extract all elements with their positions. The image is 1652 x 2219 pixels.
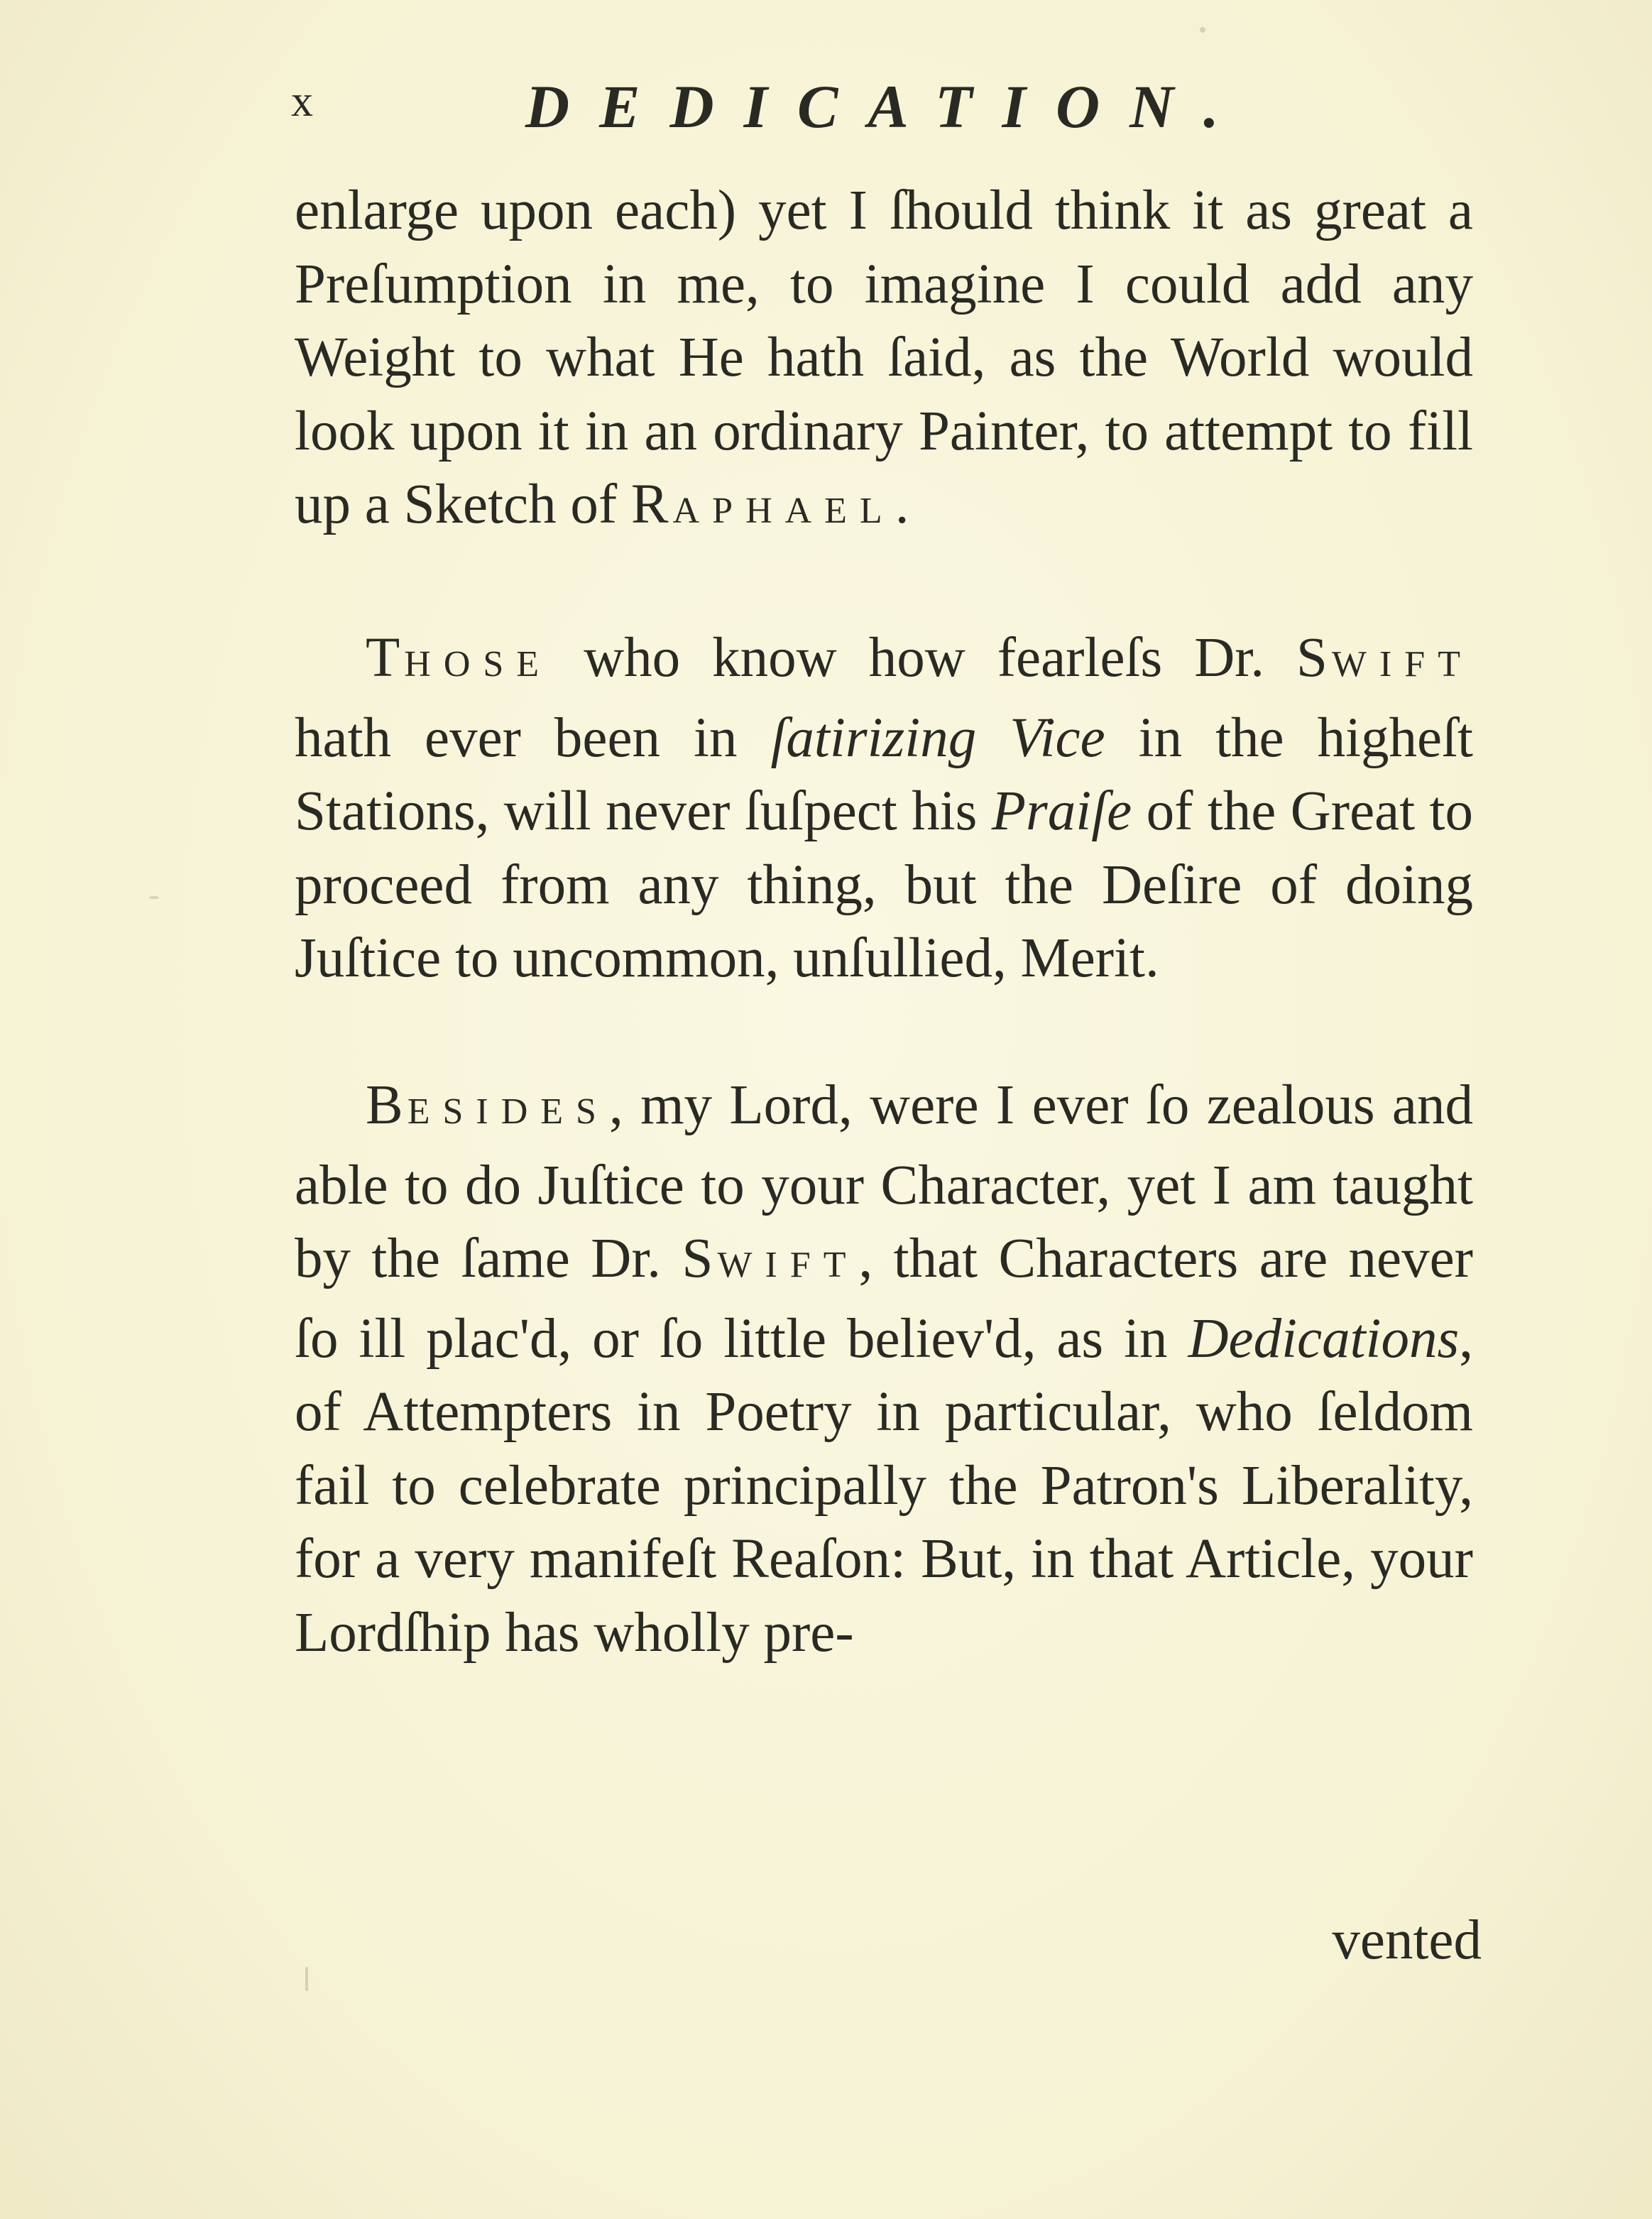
body-text <box>295 174 1473 1669</box>
text-run: , that Characters are never ſo ill plac'd, or ſo little believ'd, as in <box>295 1228 1473 1370</box>
text-run: in the higheſt Stations, will never ſuſpect his <box>295 707 1474 842</box>
small-caps-text: WIFT <box>1331 644 1473 685</box>
paragraph <box>295 174 1473 548</box>
text-run: , of Attempters in Poetry in particular, who ſeldom fail to celebrate principally the Patron's Liberality, for a very manifeſt Reaſon: But, in that Article, your Lordſhip has wholly pre- <box>295 1307 1473 1664</box>
running-title: DEDICATION. <box>525 72 1249 141</box>
text-run: , my Lord, were I ever ſo zealous and able to do Juſtice to your Character, yet I am taught by the ſame Dr. <box>295 1074 1473 1290</box>
small-caps-initial: B <box>366 1074 407 1136</box>
running-head <box>291 71 1470 149</box>
text-run: of the Great to proceed from any thing, but the Deſire of doing Juſtice to uncommon, unſullied, Merit. <box>295 780 1473 989</box>
paper-speck <box>149 896 159 899</box>
small-caps-initial: R <box>630 474 673 535</box>
small-caps-initial: S <box>682 1228 718 1290</box>
italic-text: Dedications <box>1188 1307 1460 1370</box>
small-caps-initial: T <box>366 627 405 689</box>
small-caps-text: APHAEL <box>672 491 895 531</box>
small-caps-text: WIFT <box>717 1245 859 1285</box>
paper-speck <box>1200 27 1205 33</box>
small-caps-text: HOSE <box>404 644 552 685</box>
paragraph <box>295 621 1473 996</box>
catchword: vented <box>1332 1909 1482 1971</box>
paper-speck <box>305 1967 308 1991</box>
text-run: hath ever been in <box>295 707 771 769</box>
paragraph <box>295 1069 1473 1669</box>
italic-text: ſatirizing Vice <box>770 707 1105 769</box>
text-run: who know how fearleſs Dr. <box>552 627 1296 689</box>
small-caps-text: ESIDES <box>407 1091 609 1132</box>
text-run: enlarge upon each) yet I ſhould think it as great a Preſumption in me, to imagine I could add any Weight to what He hath ſaid, as the World would look upon it in an ordinary Painter, to attempt to fill up a Sketch of <box>295 180 1473 535</box>
text-run: . <box>895 474 909 535</box>
small-caps-initial: S <box>1296 627 1332 689</box>
italic-text: Praiſe <box>991 780 1132 842</box>
page-number: x <box>291 77 314 126</box>
